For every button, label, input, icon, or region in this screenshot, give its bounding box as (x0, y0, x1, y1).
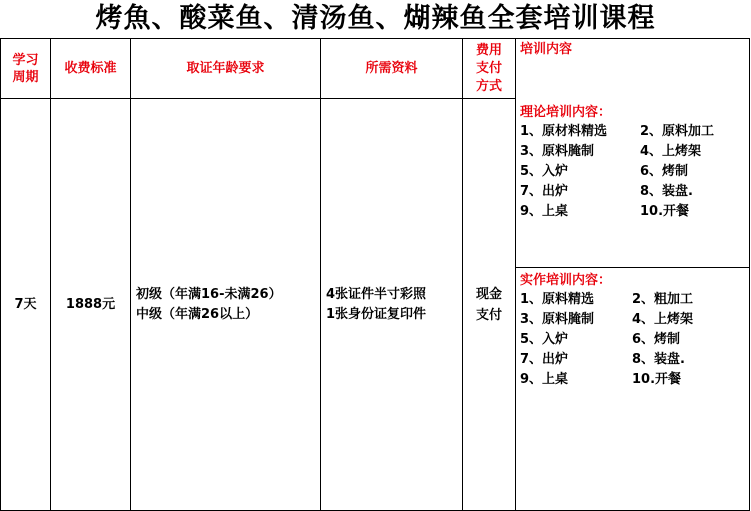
practice-item: 7、出炉 (520, 352, 569, 367)
cell-age (131, 99, 320, 510)
age-level-1: 初级（年满16-未满26） (136, 286, 282, 302)
header-payment-label: 费用支付方式 (475, 42, 502, 94)
header-period-label: 学习周期 (12, 52, 39, 85)
docs-id-copy: 1张身份证复印件 (326, 306, 427, 322)
header-docs: 所需资料 (365, 61, 418, 76)
table-border (515, 267, 750, 268)
theory-item: 9、上桌 (520, 204, 569, 219)
page-title: 烤魚、酸菜鱼、清汤鱼、煳辣鱼全套培训课程 (95, 3, 656, 34)
header-age: 取证年龄要求 (186, 61, 265, 76)
cell-fee: 1888元 (65, 296, 116, 312)
header-payment (463, 39, 515, 98)
practice-title: 实作培训内容： (520, 273, 612, 288)
practice-item: 1、原料精选 (520, 292, 595, 307)
practice-item: 9、上桌 (520, 372, 569, 387)
practice-item: 6、烤制 (632, 332, 681, 347)
payment-label: 现金支付 (475, 286, 502, 323)
practice-item: 10.开餐 (632, 372, 682, 387)
course-table (0, 38, 751, 511)
theory-item: 6、烤制 (640, 164, 689, 179)
cell-docs (321, 99, 462, 510)
theory-item: 2、原料加工 (640, 124, 715, 139)
practice-item: 5、入炉 (520, 332, 569, 347)
table-border (515, 38, 516, 511)
cell-period: 7天 (14, 296, 37, 312)
table-border (749, 38, 750, 511)
theory-item: 1、原材料精选 (520, 124, 608, 139)
age-level-2: 中级（年满26以上） (136, 306, 259, 322)
docs-photo: 4张证件半寸彩照 (326, 286, 427, 302)
theory-item: 5、入炉 (520, 164, 569, 179)
theory-item: 7、出炉 (520, 184, 569, 199)
cell-payment (463, 99, 515, 510)
practice-item: 8、装盘. (632, 352, 685, 367)
theory-item: 8、装盘. (640, 184, 693, 199)
header-content: 培训内容 (520, 42, 573, 57)
header-fee: 收费标准 (64, 61, 117, 76)
practice-item: 2、粗加工 (632, 292, 694, 307)
practice-item: 3、原料腌制 (520, 312, 595, 327)
theory-item: 3、原料腌制 (520, 144, 595, 159)
practice-item: 4、上烤架 (632, 312, 694, 327)
theory-item: 10.开餐 (640, 204, 690, 219)
theory-title: 理论培训内容： (520, 105, 612, 120)
header-period (1, 39, 50, 98)
theory-item: 4、上烤架 (640, 144, 702, 159)
